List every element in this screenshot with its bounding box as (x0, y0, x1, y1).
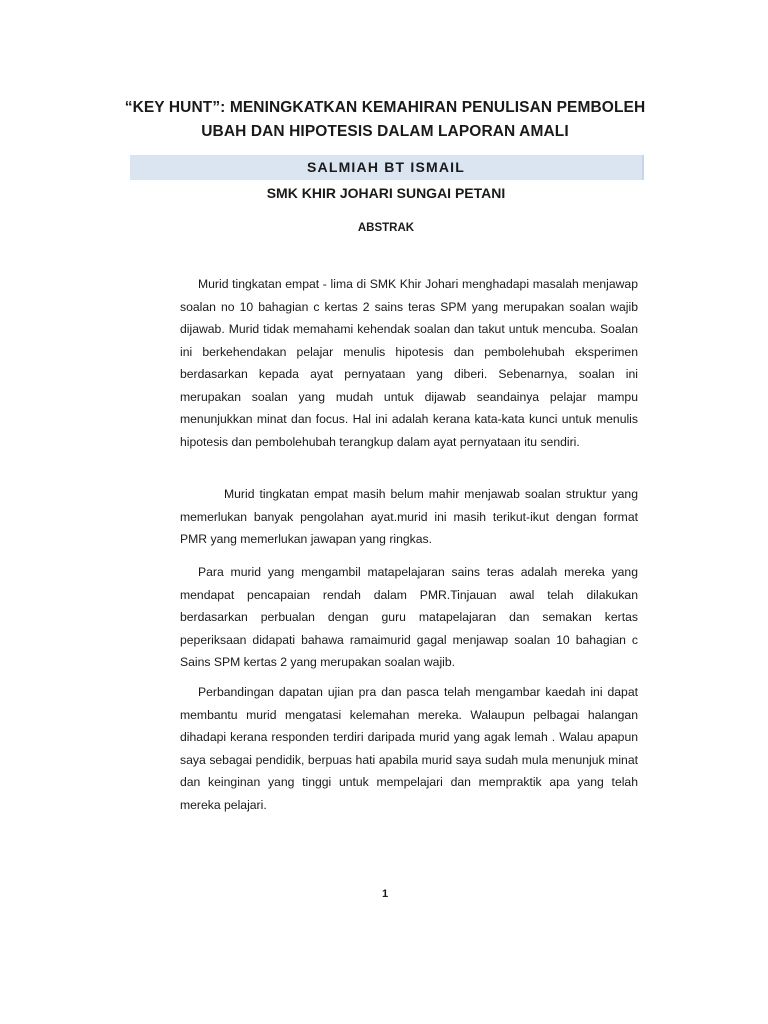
school-name: SMK KHIR JOHARI SUNGAI PETANI (266, 185, 506, 201)
author-name: SALMIAH BT ISMAIL (306, 159, 466, 175)
abstract-paragraph-1: Murid tingkatan empat - lima di SMK Khir Johari menghadapi masalah menjawap soalan no 10 bahagian c kertas 2 sains teras SPM yang merupakan soalan wajib dijawab. Murid tidak memahami kehendak soalan dan takut untuk mencuba. Soalan ini berkehendakan pelajar menulis hipotesis dan pembolehubah eksperimen berdasarkan kepada ayat pernyataan yang diberi. Sebenarnya, soalan ini merupakan soalan yang mudah untuk dijawab seandainya pelajar mampu menunjukkan minat dan focus. Hal ini adalah kerana kata-kata kunci untuk menulis hipotesis dan pembolehubah terangkup dalam ayat pernyataan itu sendiri. (180, 277, 638, 449)
document-title: “KEY HUNT”: MENINGKATKAN KEMAHIRAN PENULISAN PEMBOLEH UBAH DAN HIPOTESIS DALAM LAPORAN AMALI (124, 99, 646, 140)
page-number: 1 (381, 888, 389, 900)
abstract-paragraph-3: Para murid yang mengambil matapelajaran sains teras adalah mereka yang mendapat pencapaian rendah dalam PMR.Tinjauan awal telah dilakukan berdasarkan perbualan dengan guru matapelajaran dan semakan kertas peperiksaan didapati bahawa ramaimurid gagal menjawap soalan 10 bahagian c Sains SPM kertas 2 yang merupakan soalan wajib. (180, 565, 638, 669)
section-heading-abstrak: ABSTRAK (357, 222, 415, 234)
abstract-paragraph-4: Perbandingan dapatan ujian pra dan pasca telah mengambar kaedah ini dapat membantu murid mengatasi kelemahan mereka. Walaupun pelbagai halangan dihadapi kerana responden terdiri daripada murid yang agak lemah . Walau apapun saya sebagai pendidik, berpuas hati apabila murid saya sudah mula menunjuk minat dan keinginan yang tinggi untuk mempelajari dan mempraktik apa yang telah mereka pelajari. (180, 685, 638, 812)
abstract-paragraph-2: Murid tingkatan empat masih belum mahir menjawab soalan struktur yang memerlukan banyak pengolahan ayat.murid ini masih terikut-ikut dengan format PMR yang memerlukan jawapan yang ringkas. (180, 487, 638, 546)
